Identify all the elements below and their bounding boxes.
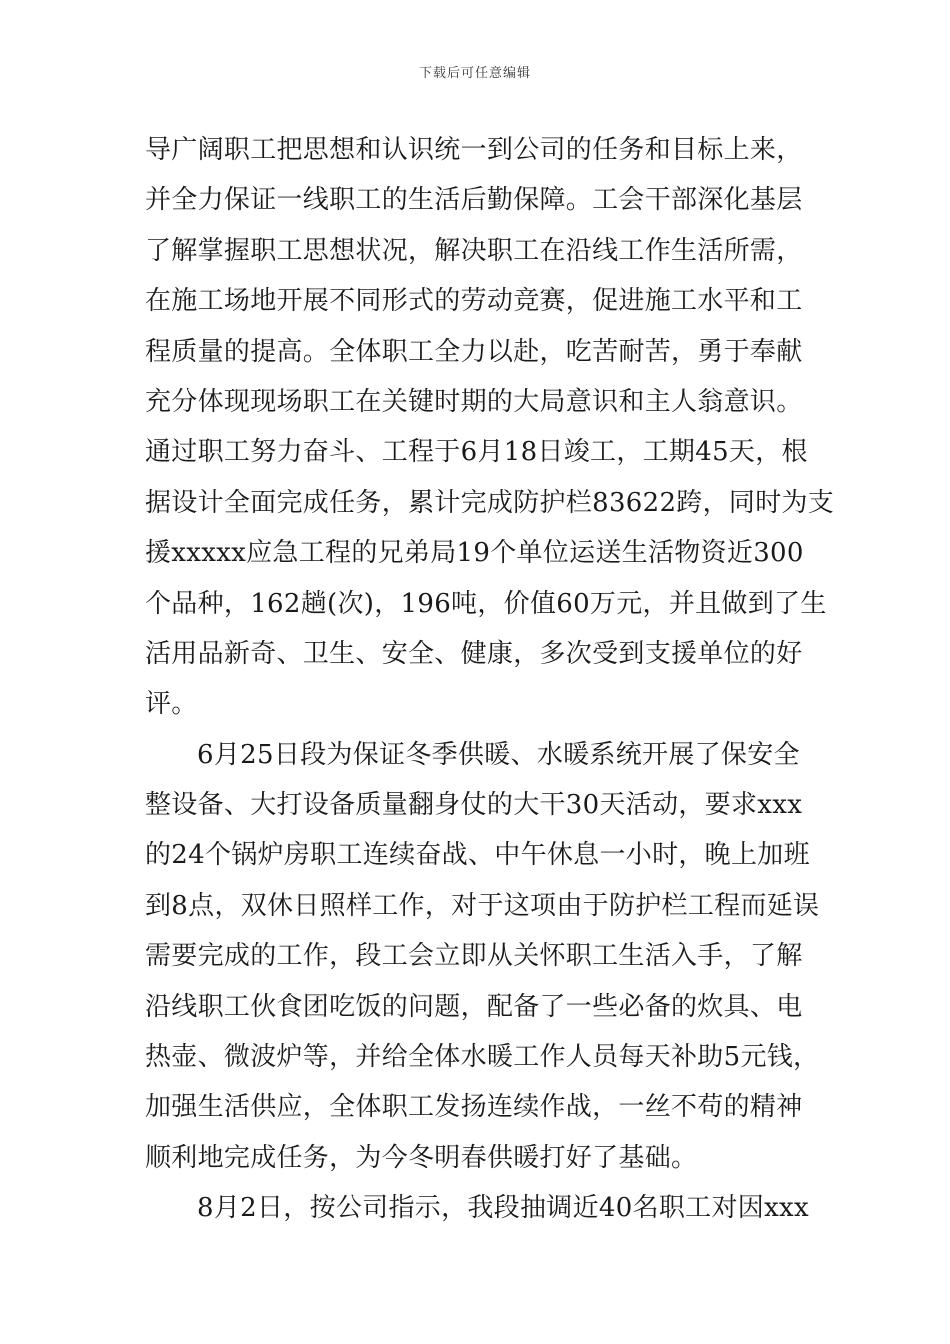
- text-line: 8月2日，按公司指示，我段抽调近40名职工对因xxx: [197, 1193, 809, 1224]
- text-line: 需要完成的工作，段工会立即从关怀职工生活入手，了解: [145, 941, 803, 972]
- text-line: 活用品新奇、卫生、安全、健康，多次受到支援单位的好: [145, 638, 803, 669]
- paragraph: [145, 730, 820, 1184]
- text-line: 到8点，双休日照样工作，对于这项由于防护栏工程而延误: [145, 890, 820, 921]
- text-line: 并全力保证一线职工的生活后勤保障。工会干部深化基层: [145, 185, 803, 216]
- text-line: 个品种，162趟(次)，196吨，价值60万元，并且做到了生: [145, 588, 827, 619]
- text-line: 程质量的提高。全体职工全力以赴，吃苦耐苦，勇于奉献: [145, 336, 803, 367]
- paragraph: [145, 1183, 817, 1233]
- text-line: 导广阔职工把思想和认识统一到公司的任务和目标上来，: [145, 135, 803, 165]
- text-line: 整设备、大打设备质量翻身仗的大干30天活动，要求xxx: [145, 790, 803, 821]
- text-line: 6月25日段为保证冬季供暖、水暖系统开展了保安全: [197, 739, 800, 770]
- paragraph: [145, 125, 835, 730]
- text-line: 沿线职工伙食团吃饭的问题，配备了一些必备的炊具、电: [145, 991, 803, 1022]
- text-line: 了解掌握职工思想状况，解决职工在沿线工作生活所需，: [145, 235, 803, 266]
- page-header: 下载后可任意编辑: [418, 66, 531, 81]
- text-line: 的24个锅炉房职工连续奋战、中午休息一小时，晚上加班: [145, 840, 810, 871]
- text-line: 在施工场地开展不同形式的劳动竞赛，促进施工水平和工: [145, 286, 803, 317]
- text-line: 援xxxxx应急工程的兄弟局19个单位运送生活物资近300: [145, 538, 804, 569]
- document-body: [145, 125, 835, 1234]
- text-line: 评。: [145, 689, 198, 720]
- text-line: 加强生活供应，全体职工发扬连续作战，一丝不苟的精神: [145, 1092, 803, 1123]
- text-line: 据设计全面完成任务，累计完成防护栏83622跨，同时为支: [145, 487, 835, 518]
- text-line: 顺利地完成任务，为今冬明春供暖打好了基础。: [145, 1142, 698, 1173]
- text-line: 充分体现现场职工在关键时期的大局意识和主人翁意识。: [145, 386, 803, 417]
- text-line: 通过职工努力奋斗、工程于6月18日竣工，工期45天，根: [145, 437, 808, 468]
- text-line: 热壶、微波炉等，并给全体水暖工作人员每天补助5元钱，: [145, 1042, 820, 1073]
